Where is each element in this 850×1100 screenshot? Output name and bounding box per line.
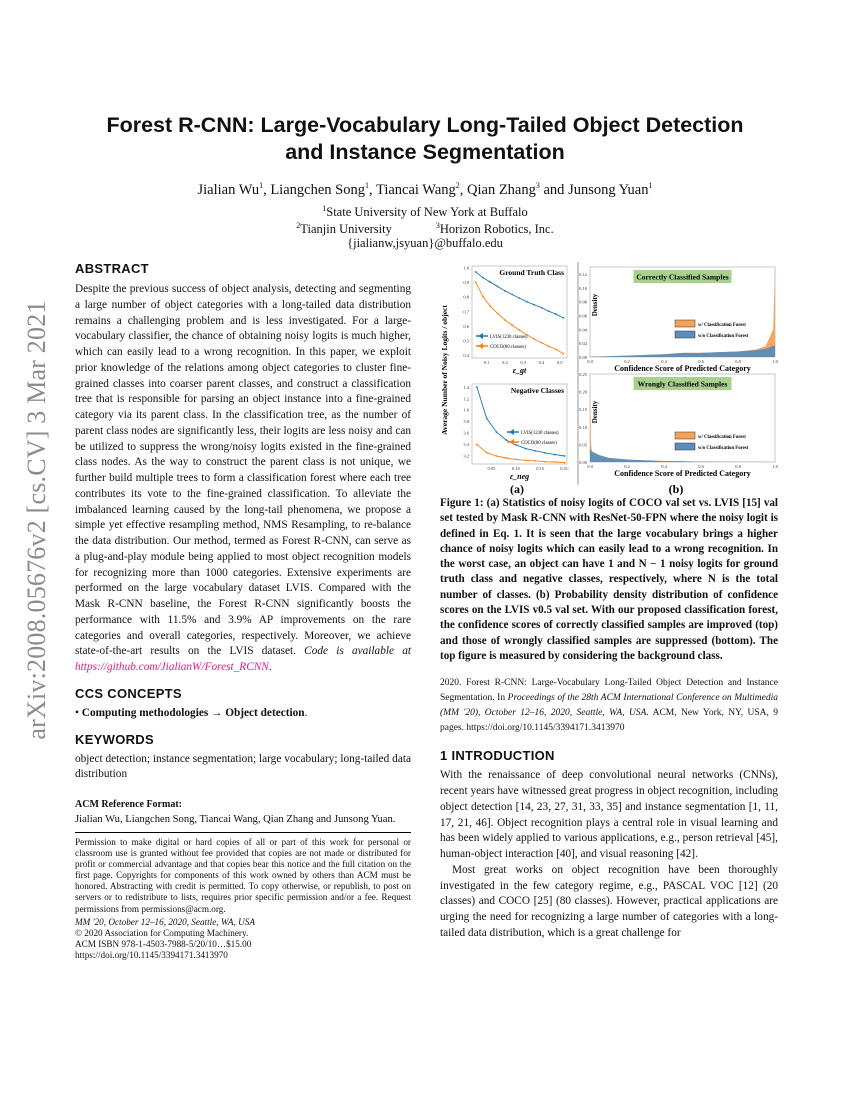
y-tick-label: 0.10 xyxy=(579,424,587,430)
legend-swatch xyxy=(675,331,695,338)
acm-ref-heading: ACM Reference Format: xyxy=(75,799,182,810)
y-tick-label: 0.00 xyxy=(579,355,587,360)
data-point xyxy=(548,345,550,347)
footnote-rule xyxy=(75,832,411,833)
author-affiliation-mark: 1 xyxy=(364,181,369,190)
data-point xyxy=(482,277,484,279)
data-point xyxy=(495,455,497,457)
abstract-body: Despite the previous success of object analysis, detecting and segmenting a large number of object categories with a long-tailed data distribution remains a challenging problem and is less investigated. For a large-vocabulary classifier, the chance of obtaining noisy logits is much higher, which can easily lead to a wrong recognition. In this paper, we exploit prior knowledge of the relations among object categories to cluster fine-grained classes into coarser parent classes, and construct a classification tree that is responsible for parsing an object instance into a fine-grained category via its parent class. In the classification tree, as the number of parent class nodes are significantly less, their logits are less noisy and can be utilized to suppress the wrong/noisy logits existed in the fine-grained class nodes. As the way to construct the parent class is not unique, we further build multiple trees to form a classification forest where each tree contributes its vote to the fine-grained classification. To alleviate the imbalanced learning caused by the long-tail phenomena, we propose a simple yet effective resampling method, NMS Resampling, to re-balance the data distribution. Our method, termed as Forest R-CNN, can serve as a plug-and-play module being applied to most object recognition models for recognizing more than 1000 categories. Extensive experiments are performed on the large vocabulary dataset LVIS. Compared with the Mask R-CNN baseline, the Forest R-CNN significantly boosts the performance with 11.5% and 3.9% AP improvements on the rare categories and overall categories, respectively. Moreover, we achieve state-of-the-art results on the LVIS dataset. Code is available at https://github.com/JialianW/Forest_RCNN. xyxy=(75,283,411,673)
figure-1 xyxy=(440,260,780,496)
keywords-text: object detection; instance segmentation; large vocabulary; long-tailed data distribution xyxy=(75,752,411,781)
y-tick-label: 3.4 xyxy=(463,442,469,447)
x-tick-label: 0.4 xyxy=(538,360,545,365)
plot-title: Negative Classes xyxy=(510,386,564,395)
data-point xyxy=(476,444,478,446)
data-point xyxy=(515,444,517,446)
paper-title: Forest R-CNN: Large-Vocabulary Long-Tailed Object Detection and Instance Segmentation xyxy=(106,113,744,164)
data-point xyxy=(533,304,535,306)
data-point xyxy=(486,417,488,419)
y-tick-label: 0.9 xyxy=(463,280,469,286)
y-tick-label: 0.08 xyxy=(579,299,587,305)
data-point xyxy=(564,455,566,457)
acm-reference: 2020. Forest R-CNN: Large-Vocabulary Long-Tailed Object Detection and Instance Segmentation. In Proceedings of the 28th ACM International Conference on Multimedia (MM '20), October 12–16, 2020, Seattle, WA, USA. ACM, New York, NY, USA, 9 pages. https://doi.org/10.1145/3394171.3413970 xyxy=(440,678,778,734)
affiliation-2-3: $^2$Tianjin University $^3$Horizon Robotics, Inc. xyxy=(296,221,554,237)
data-point xyxy=(519,297,521,299)
x-tick-label: 0.2C xyxy=(560,466,569,471)
shared-ylabel: Average Number of Noisy Logits / object xyxy=(440,305,449,435)
x-tick-label: 0.5 xyxy=(556,360,563,365)
x-tick-label: 0.10 xyxy=(511,466,520,471)
legend-swatch xyxy=(675,432,695,439)
data-point xyxy=(564,462,566,464)
legend-label: LVIS(1230 classes) xyxy=(521,431,559,436)
x-tick-label: 0.1 xyxy=(483,360,490,365)
data-point xyxy=(511,324,513,326)
data-point xyxy=(525,448,527,450)
author-separator: , xyxy=(459,181,468,198)
x-tick-label: 0.8 xyxy=(735,464,741,469)
data-point xyxy=(497,313,499,315)
acm-ref-text: Jialian Wu, Liangchen Song, Tiancai Wang, Qian Zhang and Junsong Yuan. xyxy=(75,814,396,825)
author-name: Tiancai Wang xyxy=(375,181,456,198)
author-separator: , xyxy=(263,181,271,198)
x-tick-label: 0.6 xyxy=(698,359,704,364)
author-name: Junsong Yuan xyxy=(568,181,649,198)
y-tick-label: 1.2 xyxy=(463,396,469,402)
data-point xyxy=(505,457,507,459)
data-point xyxy=(495,431,497,433)
x-tick-label: 0.8 xyxy=(735,359,741,364)
legend-label: w/ Classification Forest xyxy=(698,435,746,440)
legend-label: LVIS(1230 classes) xyxy=(490,335,528,340)
y-tick-label: 0.12 xyxy=(579,271,587,277)
panel-label-a: (a) xyxy=(510,482,524,496)
data-point xyxy=(515,459,517,461)
ccs-item: • Computing methodologies → Object detection. xyxy=(75,706,308,719)
author-affiliation-mark: 2 xyxy=(455,181,460,190)
x-tick-label: 0.2 xyxy=(624,359,630,364)
data-point xyxy=(562,317,564,319)
x-tick-label: 1.0 xyxy=(772,464,778,469)
data-point xyxy=(541,342,543,344)
right-column xyxy=(440,260,778,942)
data-point xyxy=(519,329,521,331)
abstract-heading: ABSTRACT xyxy=(75,261,149,276)
author-affiliation-mark: 3 xyxy=(535,181,540,190)
y-tick-label: 1.0 xyxy=(463,265,469,271)
x-tick-label: 0.05 xyxy=(487,466,496,471)
y-tick-label: 0.7 xyxy=(463,309,469,315)
data-point xyxy=(511,294,513,296)
data-point xyxy=(525,459,527,461)
author-name: Qian Zhang xyxy=(467,181,536,198)
y-tick-label: 0.8 xyxy=(463,294,469,300)
data-point xyxy=(534,460,536,462)
y-tick-label: 0.25 xyxy=(579,372,587,377)
y-tick-label: 0.06 xyxy=(579,313,587,319)
x-tick-label: 0.4 xyxy=(661,464,667,469)
author-list xyxy=(60,181,790,199)
data-point xyxy=(504,319,506,321)
legend-label: w/o Classification Forest xyxy=(698,446,749,451)
data-point xyxy=(489,305,491,307)
y-tick-label: 3.6 xyxy=(463,430,469,436)
affiliation-1: $^1$State University of New York at Buffalo xyxy=(322,204,528,220)
data-point xyxy=(497,286,499,288)
code-link[interactable]: https://github.com/JialianW/Forest_RCNN xyxy=(75,661,269,673)
data-point xyxy=(555,313,557,315)
intro-body: With the renaissance of deep convolutional neural networks (CNNs), recent years have witnessed great progress in object recognition, including object detection [14, 23, 27, 31, 33, 35] and instance segmentation [1, 11, 17, 21, 46]. Object recognition plays a central role in visual learning and has been widely applied to various applications, e.g., person retrieval [45], human-object interaction [40], and visual reasoning [42]. Most great works on object recognition have been thoroughly investigated in the few category regime, e.g., PASCAL VOC [12] (20 classes) and COCO [25] (80 classes). However, practical applications are urging the need for recognizing a large number of categories with a long-tailed data distribution, which is a great challenge for xyxy=(440,769,778,939)
data-point xyxy=(554,461,556,463)
y-tick-label: 0.4 xyxy=(463,353,469,359)
data-point xyxy=(505,439,507,441)
legend-label: w/o Classification Forest xyxy=(698,334,749,339)
author-affiliation-mark: 1 xyxy=(259,181,264,190)
ccs-heading: CCS CONCEPTS xyxy=(75,685,182,701)
author-affiliation-mark: 1 xyxy=(648,181,653,190)
y-tick-label: 0.6 xyxy=(463,323,469,329)
legend-label: COCO(80 classes) xyxy=(521,441,557,446)
data-point xyxy=(475,281,477,283)
author-name: Liangchen Song xyxy=(270,181,365,198)
x-tick-label: 0.6 xyxy=(698,464,704,469)
y-tick-label: 0.20 xyxy=(579,389,587,395)
arxiv-stamp: arXiv:2008.05676v2 [cs.CV] 3 Mar 2021 xyxy=(22,300,51,740)
author-name: Jialian Wu xyxy=(197,181,260,198)
plot-title: Ground Truth Class xyxy=(499,268,564,277)
data-point xyxy=(534,450,536,452)
data-point xyxy=(482,296,484,298)
y-tick-label: 0.00 xyxy=(579,460,587,465)
data-point xyxy=(476,386,478,388)
x-tick-label: 1.0 xyxy=(772,359,778,364)
data-point xyxy=(544,461,546,463)
plot-title: Correctly Classified Samples xyxy=(636,272,729,282)
data-point xyxy=(555,348,557,350)
legend-swatch xyxy=(675,320,695,327)
author-separator: and xyxy=(539,181,569,198)
x-axis-label: ε_gt xyxy=(512,366,527,375)
y-tick-label: 3.8 xyxy=(463,419,469,425)
keywords-heading: KEYWORDS xyxy=(75,731,154,747)
legend-swatch xyxy=(675,443,695,450)
x-tick-label: 0.2 xyxy=(624,464,630,469)
y-tick-label: 0.02 xyxy=(579,341,587,347)
y-tick-label: 3.2 xyxy=(463,453,469,459)
x-tick-label: 0.15 xyxy=(536,466,545,471)
permission-text: Permission to make digital or hard copies of all or part of this work for personal or classroom use is granted without fee provided that copies are not made or distributed for profit or commercial advantage and that copies bear this notice and the full citation on the first page. Copyrights for components of this work owned by others than ACM must be honored. Abstracting with credit is permitted. To copy otherwise, or republish, to post on servers or to redistribute to lists, requires prior specific permission and/or a fee. Request permissions from permissions@acm.org. xyxy=(75,837,411,914)
x-tick-label: 0.2 xyxy=(502,360,508,365)
data-point xyxy=(562,353,564,355)
intro-heading: 1 INTRODUCTION xyxy=(440,748,555,764)
x-tick-label: 0.0 xyxy=(587,359,593,364)
panel-label-b: (b) xyxy=(668,482,684,496)
x-axis-label: Confidence Score of Predicted Category xyxy=(614,364,751,373)
y-tick-label: 0.10 xyxy=(579,285,587,291)
y-axis-label: Density xyxy=(591,293,599,317)
data-point xyxy=(475,271,477,273)
plot-title: Wrongly Classified Samples xyxy=(637,379,728,389)
x-axis-label: ε_neg xyxy=(509,472,530,481)
data-point xyxy=(486,452,488,454)
copyright-block: MM '20, October 12–16, 2020, Seattle, WA, USA © 2020 Association for Computing Machinery. ACM ISBN 978-1-4503-7988-5/20/10…$15.00 https://doi.org/10.1145/3394171.3413970 xyxy=(75,916,255,960)
data-point xyxy=(554,454,556,456)
y-tick-label: 0.05 xyxy=(579,442,587,448)
data-point xyxy=(533,338,535,340)
data-point xyxy=(548,310,550,312)
data-point xyxy=(489,281,491,283)
legend-label: COCO(80 classes) xyxy=(490,345,526,350)
figure-caption: Figure 1: (a) Statistics of noisy logits of COCO val set vs. LVIS [15] val set tested by Mask R-CNN with ResNet-50-FPN where the noisy logit is defined in Eq. 1. It is seen that the large vocabulary brings a higher chance of noisy logits which can easily lead to a wrong recognition. In the worst case, an object can have 1 and N − 1 noisy logits for ground truth class and negative classes, respectively, where N is the total number of classes. (b) Probability density distribution of confidence scores on the LVIS v0.5 val set. With our proposed classification forest, the confidence scores of correctly classified samples are improved (top) and those of wrongly classified samples are suppressed (bottom). The top figure is measured by considering the background class. xyxy=(440,497,778,662)
left-column xyxy=(75,261,411,961)
data-point xyxy=(504,290,506,292)
y-tick-label: 0.5 xyxy=(463,338,469,344)
y-axis-label: Density xyxy=(591,400,599,424)
x-axis-label: Confidence Score of Predicted Category xyxy=(614,469,751,478)
data-point xyxy=(526,301,528,303)
x-tick-label: 0.4 xyxy=(661,359,667,364)
data-point xyxy=(541,307,543,309)
x-tick-label: 0.0 xyxy=(587,464,593,469)
y-tick-label: 0.04 xyxy=(579,327,587,333)
y-tick-label: 1.4 xyxy=(463,384,469,390)
author-email: {jialianw,jsyuan}@buffalo.edu xyxy=(347,236,503,250)
y-tick-label: 1.0 xyxy=(463,407,469,413)
y-tick-label: 0.15 xyxy=(579,407,587,413)
x-tick-label: 0.3 xyxy=(520,360,526,365)
data-point xyxy=(544,452,546,454)
legend-label: w/ Classification Forest xyxy=(698,323,746,328)
author-separator: , xyxy=(368,181,376,198)
